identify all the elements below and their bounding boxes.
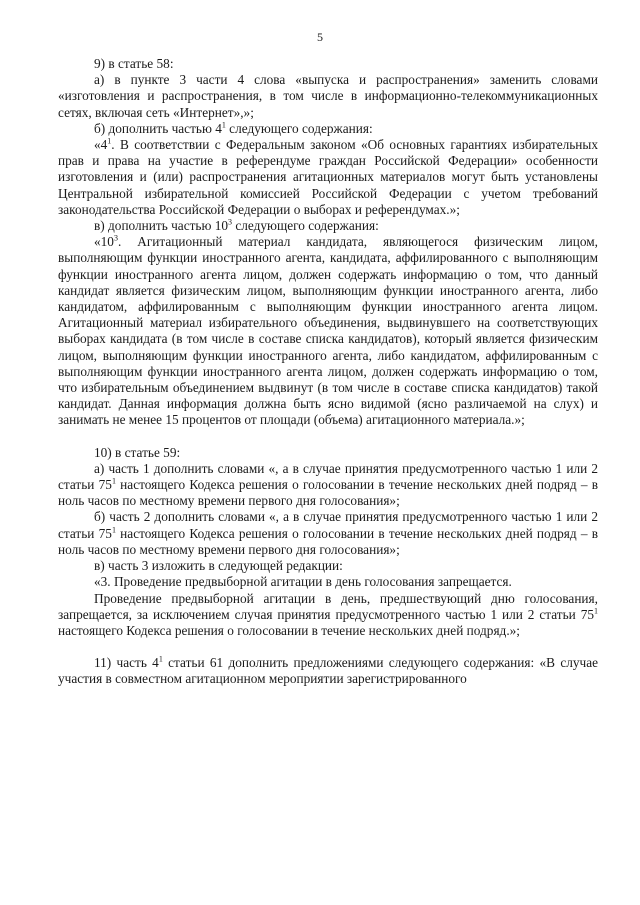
- paragraph: «3. Проведение предвыборной агитации в день голосования запрещается.: [94, 574, 512, 590]
- paragraph: 10) в статье 59:: [94, 444, 181, 460]
- paragraph: б) дополнить частью $4^1$ следующего содержания:: [94, 120, 373, 136]
- paragraph: б) часть 2 дополнить словами «, а в случае принятия предусмотренного частью 1 или 2 статьи $75^1$ настоящего Кодекса решения о голосовании в течение нескольких дней подряд – в ноль часов по местному времени первого дня голосования»;: [58, 509, 598, 557]
- paragraph-gap: [58, 429, 598, 445]
- paragraph: Проведение предвыборной агитации в день, предшествующий дню голосования, запрещается, за исключением случая принятия предусмотренного частью 1 или 2 статьи $75^1$ настоящего Кодекса решения о голосовании в течение нескольких дней подряд.»;: [58, 590, 598, 638]
- page-number: 5: [317, 30, 323, 44]
- paragraph: 11) часть $4^1$ статьи 61 дополнить предложениями следующего содержания: «В случае участия в совместном агитационном мероприятии зарегистрированного: [58, 654, 598, 687]
- paragraph: в) часть 3 изложить в следующей редакции:: [94, 558, 343, 574]
- paragraph: «$10^3$. Агитационный материал кандидата, являющегося физическим лицом, выполняющим функции иностранного агента, кандидата, аффилированного с выполняющим функции иностранного агента лицом, должен содержать информацию о том, что данный кандидат является физическим лицом, выполняющим функции иностранного агента, либо кандидатом, аффилированным с выполняющим функции иностранного агента лицом. Агитационный материал избирательного объединения, выдвинувшего на соответствующих выборах кандидата (в том числе в составе списка кандидатов), который является физическим лицом, выполняющим функции иностранного агента, либо кандидатом, аффилированным с выполняющим функции иностранного агента лицом, должен содержать информацию о том, что избирательным объединением выдвинут (в том числе в составе списка кандидатов) такой кандидат. Данная информация должна быть ясно видимой (ясно различаемой на слух) и занимать не менее 15 процентов от площади (объема) агитационного материала.»;: [58, 233, 598, 428]
- document-body: [58, 56, 598, 688]
- paragraph: а) в пункте 3 части 4 слова «выпуска и распространения» заменить словами «изготовления и распространения, в том числе в информационно-телекоммуникационных сетях, включая сеть «Интернет»,»;: [58, 72, 598, 120]
- paragraph-gap: [58, 639, 598, 655]
- paragraph: 9) в статье 58:: [94, 56, 174, 71]
- paragraph: а) часть 1 дополнить словами «, а в случае принятия предусмотренного частью 1 или 2 статьи $75^1$ настоящего Кодекса решения о голосовании в течение нескольких дней подряд – в ноль часов по местному времени первого дня голосования»;: [58, 460, 598, 509]
- paragraph: «$4^1$. В соответствии с Федеральным законом «Об основных гарантиях избирательных прав и права на участие в референдуме граждан Российской Федерации» особенности изготовления и (или) распространения агитационных материалов могут быть установлены Центральной избирательной комиссией Российской Федерации с учетом требований законодательства Российской Федерации о выборах и референдумах.»;: [58, 136, 598, 217]
- paragraph: в) дополнить частью $10^3$ следующего содержания:: [94, 217, 379, 234]
